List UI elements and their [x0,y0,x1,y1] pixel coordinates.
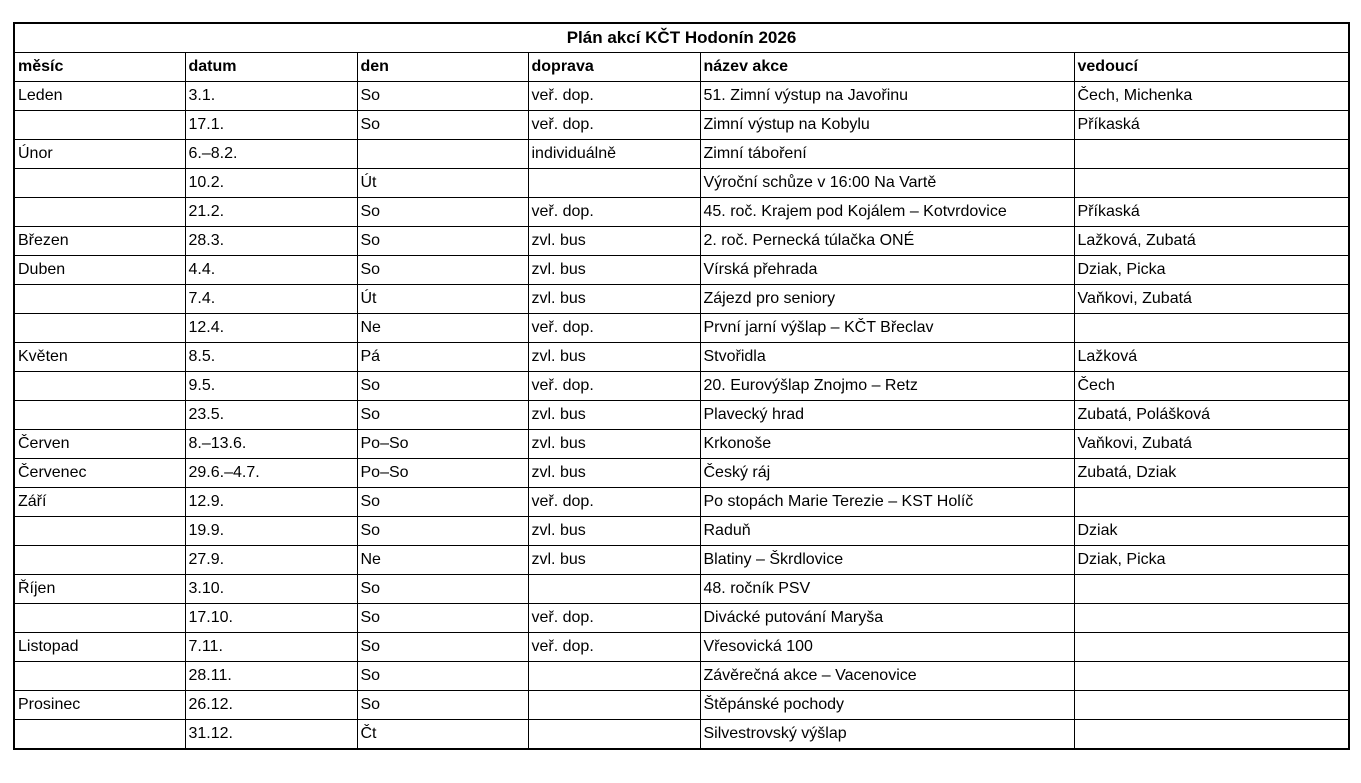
cell-day: Po–So [357,459,528,488]
header-day: den [357,53,528,82]
cell-leader: Dziak, Picka [1074,256,1349,285]
cell-month: Květen [14,343,185,372]
cell-month [14,604,185,633]
cell-month [14,198,185,227]
cell-transport: individuálně [528,140,700,169]
cell-month [14,285,185,314]
cell-event-name: První jarní výšlap – KČT Břeclav [700,314,1074,343]
cell-event-name: Výroční schůze v 16:00 Na Vartě [700,169,1074,198]
cell-event-name: Český ráj [700,459,1074,488]
cell-date: 3.1. [185,82,357,111]
table-row [14,720,1349,750]
cell-transport [528,720,700,750]
cell-transport: zvl. bus [528,430,700,459]
cell-event-name: Krkonoše [700,430,1074,459]
header-transport: doprava [528,53,700,82]
cell-day: So [357,633,528,662]
cell-event-name: Plavecký hrad [700,401,1074,430]
cell-transport: veř. dop. [528,372,700,401]
cell-day: So [357,401,528,430]
cell-day: So [357,198,528,227]
cell-leader [1074,314,1349,343]
cell-leader: Lažková, Zubatá [1074,227,1349,256]
cell-event-name: Štěpánské pochody [700,691,1074,720]
cell-event-name: 51. Zimní výstup na Javořinu [700,82,1074,111]
table-row [14,488,1349,517]
cell-day: So [357,82,528,111]
cell-day: So [357,227,528,256]
cell-leader [1074,633,1349,662]
cell-transport: zvl. bus [528,256,700,285]
cell-transport: zvl. bus [528,546,700,575]
cell-event-name: 45. roč. Krajem pod Kojálem – Kotvrdovice [700,198,1074,227]
table-row [14,517,1349,546]
cell-event-name: Silvestrovský výšlap [700,720,1074,750]
cell-event-name: Závěrečná akce – Vacenovice [700,662,1074,691]
cell-day: Ne [357,546,528,575]
cell-transport: veř. dop. [528,82,700,111]
cell-transport [528,691,700,720]
cell-date: 28.3. [185,227,357,256]
cell-day: Ne [357,314,528,343]
cell-leader: Zubatá, Polášková [1074,401,1349,430]
cell-event-name: Divácké putování Maryša [700,604,1074,633]
cell-day: Pá [357,343,528,372]
cell-date: 8.5. [185,343,357,372]
cell-transport: zvl. bus [528,517,700,546]
cell-month: Březen [14,227,185,256]
table-row [14,82,1349,111]
cell-transport [528,662,700,691]
cell-date: 27.9. [185,546,357,575]
cell-leader: Dziak, Picka [1074,546,1349,575]
header-leader: vedoucí [1074,53,1349,82]
cell-transport: zvl. bus [528,343,700,372]
cell-date: 9.5. [185,372,357,401]
table-row [14,546,1349,575]
cell-day: So [357,372,528,401]
cell-month: Duben [14,256,185,285]
cell-month: Červen [14,430,185,459]
cell-date: 7.11. [185,633,357,662]
cell-month [14,720,185,750]
cell-month [14,546,185,575]
cell-event-name: Vírská přehrada [700,256,1074,285]
cell-leader [1074,604,1349,633]
cell-event-name: Po stopách Marie Terezie – KST Holíč [700,488,1074,517]
cell-leader: Lažková [1074,343,1349,372]
cell-transport: zvl. bus [528,401,700,430]
cell-day: Čt [357,720,528,750]
cell-date: 3.10. [185,575,357,604]
table-row [14,430,1349,459]
table-row [14,401,1349,430]
table-row [14,256,1349,285]
table-row [14,691,1349,720]
cell-day: Út [357,285,528,314]
cell-date: 31.12. [185,720,357,750]
cell-month: Listopad [14,633,185,662]
cell-leader: Zubatá, Dziak [1074,459,1349,488]
table-title: Plán akcí KČT Hodonín 2026 [14,23,1349,53]
cell-leader: Čech, Michenka [1074,82,1349,111]
events-table [13,22,1350,750]
cell-date: 17.10. [185,604,357,633]
cell-date: 26.12. [185,691,357,720]
cell-transport: veř. dop. [528,633,700,662]
cell-date: 7.4. [185,285,357,314]
cell-event-name: 48. ročník PSV [700,575,1074,604]
cell-month [14,662,185,691]
cell-leader [1074,720,1349,750]
cell-leader [1074,140,1349,169]
cell-event-name: Zájezd pro seniory [700,285,1074,314]
cell-date: 12.9. [185,488,357,517]
cell-transport: veř. dop. [528,111,700,140]
table-row [14,662,1349,691]
table-row [14,575,1349,604]
table-row [14,314,1349,343]
cell-month [14,401,185,430]
cell-date: 28.11. [185,662,357,691]
cell-event-name: Zimní táboření [700,140,1074,169]
cell-day: So [357,575,528,604]
cell-day: Po–So [357,430,528,459]
cell-day: So [357,488,528,517]
cell-leader [1074,169,1349,198]
cell-leader: Příkaská [1074,111,1349,140]
cell-event-name: Raduň [700,517,1074,546]
cell-day: So [357,691,528,720]
cell-month: Září [14,488,185,517]
table-row [14,604,1349,633]
table-row [14,140,1349,169]
cell-month [14,111,185,140]
table-row [14,633,1349,662]
cell-event-name: Zimní výstup na Kobylu [700,111,1074,140]
table-row [14,111,1349,140]
cell-leader [1074,662,1349,691]
table-row [14,372,1349,401]
cell-date: 23.5. [185,401,357,430]
cell-date: 6.–8.2. [185,140,357,169]
cell-day: So [357,256,528,285]
cell-leader [1074,575,1349,604]
cell-day: So [357,111,528,140]
cell-month: Červenec [14,459,185,488]
cell-leader: Vaňkovi, Zubatá [1074,285,1349,314]
cell-transport: veř. dop. [528,198,700,227]
table-row [14,343,1349,372]
table-row [14,459,1349,488]
cell-date: 8.–13.6. [185,430,357,459]
cell-leader: Příkaská [1074,198,1349,227]
header-date: datum [185,53,357,82]
cell-month: Říjen [14,575,185,604]
cell-date: 12.4. [185,314,357,343]
cell-date: 29.6.–4.7. [185,459,357,488]
table-row [14,198,1349,227]
cell-month [14,372,185,401]
cell-leader: Dziak [1074,517,1349,546]
cell-date: 10.2. [185,169,357,198]
cell-leader [1074,488,1349,517]
cell-transport: veř. dop. [528,314,700,343]
cell-day: Út [357,169,528,198]
cell-transport: veř. dop. [528,488,700,517]
header-event-name: název akce [700,53,1074,82]
cell-transport: veř. dop. [528,604,700,633]
cell-date: 19.9. [185,517,357,546]
cell-event-name: Stvořidla [700,343,1074,372]
cell-month: Leden [14,82,185,111]
cell-month [14,517,185,546]
title-row [14,23,1349,53]
cell-month [14,169,185,198]
cell-month [14,314,185,343]
cell-leader: Vaňkovi, Zubatá [1074,430,1349,459]
cell-month: Prosinec [14,691,185,720]
header-row [14,53,1349,82]
cell-transport: zvl. bus [528,459,700,488]
cell-day: So [357,662,528,691]
cell-day: So [357,604,528,633]
table-row [14,227,1349,256]
cell-month: Únor [14,140,185,169]
cell-date: 21.2. [185,198,357,227]
cell-leader [1074,691,1349,720]
cell-day [357,140,528,169]
cell-event-name: Vřesovická 100 [700,633,1074,662]
header-month: měsíc [14,53,185,82]
cell-leader: Čech [1074,372,1349,401]
cell-event-name: 2. roč. Pernecká túlačka ONÉ [700,227,1074,256]
cell-transport [528,575,700,604]
cell-transport: zvl. bus [528,285,700,314]
cell-event-name: 20. Eurovýšlap Znojmo – Retz [700,372,1074,401]
cell-date: 4.4. [185,256,357,285]
cell-date: 17.1. [185,111,357,140]
table-row [14,169,1349,198]
cell-transport [528,169,700,198]
table-body [14,82,1349,750]
cell-event-name: Blatiny – Škrdlovice [700,546,1074,575]
cell-transport: zvl. bus [528,227,700,256]
table-row [14,285,1349,314]
cell-day: So [357,517,528,546]
